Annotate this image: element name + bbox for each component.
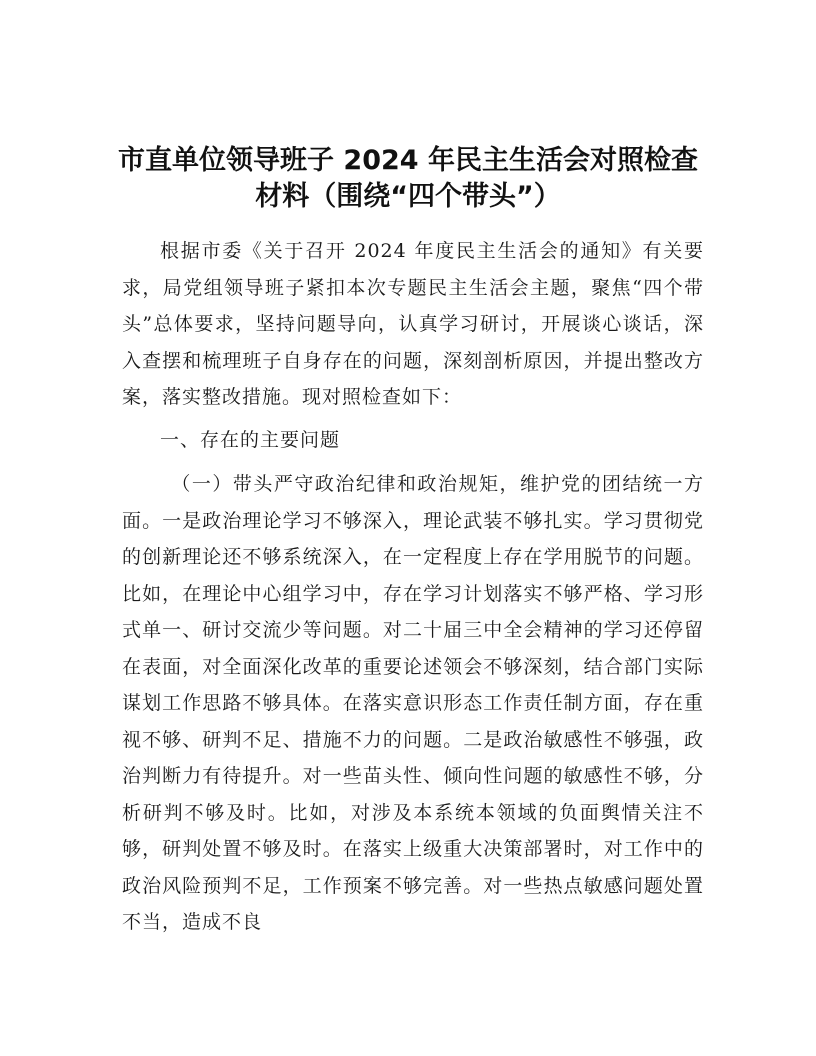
intro-paragraph: 根据市委《关于召开 2024 年度民主生活会的通知》有关要求，局党组领导班子紧扣本次专题民主生活会主题，聚焦“四个带头”总体要求，坚持问题导向，认真学习研讨，开展谈心谈话，深入查摆和梳理班子自身存在的问题，深刻剖析原因，并提出整改方案，落实整改措施。现对照检查如下： — [122, 240, 704, 408]
subsection-paragraph-1: （一）带头严守政治纪律和政治规矩，维护党的团结统一方面。一是政治理论学习不够深入，理论武装不够扎实。学习贯彻党的创新理论还不够系统深入，在一定程度上存在学用脱节的问题。比如，在理论中心组学习中，存在学习计划落实不够严格、学习形式单一、研讨交流少等问题。对二十届三中全会精神的学习还停留在表面，对全面深化改革的重要论述领会不够深刻，结合部门实际谋划工作思路不够具体。在落实意识形态工作责任制方面，存在重视不够、研判不足、措施不力的问题。二是政治敏感性不够强，政治判断力有待提升。对一些苗头性、倾向性问题的敏感性不够，分析研判不够及时。比如，对涉及本系统本领域的负面舆情关注不够，研判处置不够及时。在落实上级重大决策部署时，对工作中的政治风险预判不足，工作预案不够完善。对一些热点敏感问题处置不当，造成不良 — [122, 473, 704, 933]
section-heading-problems: 一、存在的主要问题 — [160, 428, 341, 451]
title-line-1: 市直单位领导班子 2024 年民主生活会对照检查 — [118, 145, 698, 176]
title-line-2: 材料（围绕“四个带头”） — [255, 181, 561, 212]
document-body — [122, 233, 704, 941]
document-title — [100, 143, 716, 215]
